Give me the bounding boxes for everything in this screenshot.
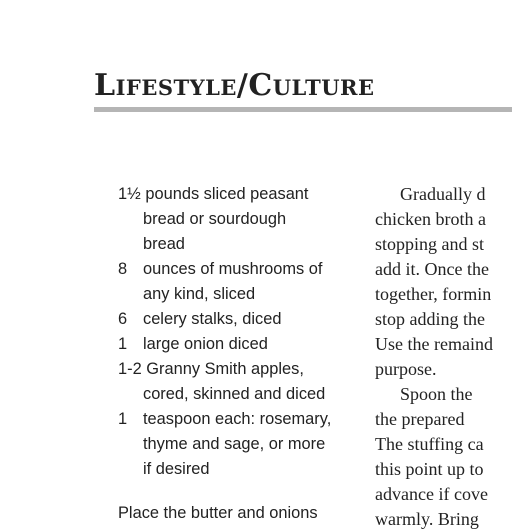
right-text-column: [375, 182, 512, 529]
ingredient-text: any kind, sliced: [143, 285, 256, 303]
ingredient-text: bread: [143, 235, 185, 253]
ingredient-item: [118, 182, 368, 257]
ingredient-text: ounces of mushrooms of: [143, 260, 323, 278]
ingredient-text: thyme and sage, or more: [143, 435, 326, 453]
ingredient-text: cored, skinned and diced: [143, 385, 326, 403]
body-text-line: this point up to: [375, 459, 484, 479]
body-text-line: stopping and st: [375, 234, 485, 254]
header-divider: [94, 107, 512, 112]
ingredient-quantity: 8: [118, 260, 128, 278]
body-text-line: stop adding the: [375, 309, 485, 329]
body-text-line: add it. Once the: [375, 259, 489, 279]
ingredient-item: [118, 307, 368, 332]
instruction-text: Place the butter and onions: [118, 504, 318, 522]
ingredient-text: bread or sourdough: [143, 210, 287, 228]
ingredient-quantity: 1: [118, 335, 128, 353]
section-title: Lifestyle/Culture: [94, 68, 375, 103]
ingredient-quantity: 1-2: [118, 360, 142, 378]
body-text-line: warmly. Bring: [375, 509, 479, 529]
body-text-line: The stuffing ca: [375, 434, 484, 454]
body-text-line: chicken broth a: [375, 209, 486, 229]
body-text-line: Spoon the: [400, 384, 473, 404]
ingredient-item: [118, 257, 368, 307]
ingredient-text: teaspoon each: rosemary,: [143, 410, 332, 428]
ingredient-text: large onion diced: [143, 335, 268, 353]
ingredient-text: pounds sliced peasant: [145, 185, 309, 203]
body-text-line: together, formin: [375, 284, 492, 304]
ingredient-quantity: 6: [118, 310, 128, 328]
body-text-line: Gradually d: [400, 184, 486, 204]
ingredient-item: [118, 357, 368, 407]
ingredient-first-line: [118, 357, 368, 382]
instruction-paragraph-cut: [118, 504, 358, 522]
body-text-line: advance if cove: [375, 484, 488, 504]
ingredient-text: if desired: [143, 460, 210, 478]
ingredient-text: celery stalks, diced: [143, 310, 282, 328]
ingredient-quantity: 1½: [118, 185, 141, 203]
ingredient-list: [118, 182, 368, 482]
body-text-line: the prepared: [375, 409, 465, 429]
ingredient-text: Granny Smith apples,: [146, 360, 304, 378]
body-text-line: purpose.: [375, 359, 437, 379]
ingredient-item: [118, 332, 368, 357]
ingredient-item: [118, 407, 368, 482]
ingredient-quantity: 1: [118, 410, 128, 428]
body-text-line: Use the remaind: [375, 334, 493, 354]
ingredient-first-line: [118, 182, 368, 207]
